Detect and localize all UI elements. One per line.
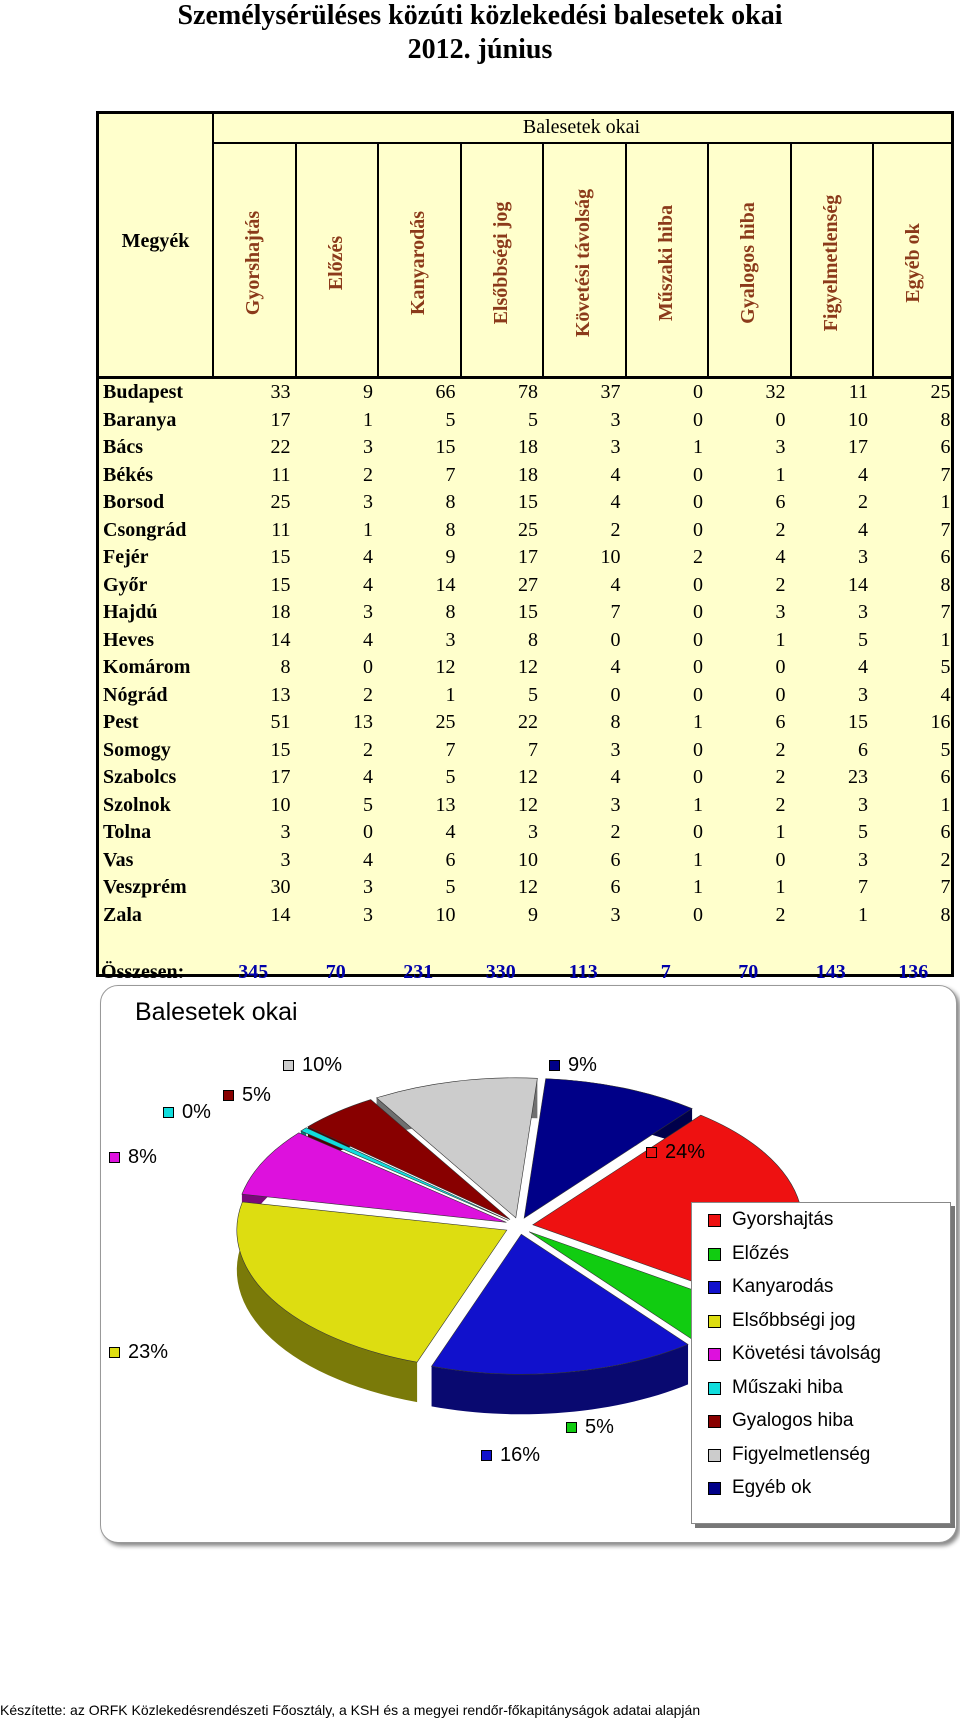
table-cell: 15 bbox=[518, 491, 538, 513]
county-name: Győr bbox=[103, 573, 148, 596]
table-cell: 27 bbox=[518, 573, 538, 596]
legend-swatch bbox=[708, 1248, 721, 1261]
table-cell: 4 bbox=[363, 848, 373, 871]
table-cell: 7 bbox=[610, 601, 621, 623]
table-cell: 5 bbox=[445, 408, 456, 431]
total-cell: 113 bbox=[568, 961, 598, 983]
table-cell: 4 bbox=[363, 766, 373, 788]
table-cell: 37 bbox=[600, 381, 621, 403]
chart-legend bbox=[691, 1202, 951, 1524]
table-cell: 0 bbox=[610, 628, 621, 651]
footer-credit: Készítette: az ORFK Közlekedésrendészeti Főosztály, a KSH és a megyei rendőr-főkapitányságok adatai alapján bbox=[0, 1702, 701, 1718]
pie-data-label bbox=[549, 1054, 597, 1077]
table-cell: 2 bbox=[363, 738, 373, 761]
table-cell: 2 bbox=[858, 491, 868, 513]
table-cell: 23 bbox=[848, 766, 868, 788]
table-cell: 2 bbox=[775, 793, 786, 816]
group-header: Balesetek okai bbox=[522, 116, 641, 138]
table-cell: 0 bbox=[610, 683, 621, 706]
table-cell: 0 bbox=[693, 601, 703, 623]
column-header: Előzés bbox=[324, 235, 347, 291]
column-divider bbox=[542, 142, 544, 376]
table-cell: 1 bbox=[693, 848, 703, 871]
column-header: Kanyarodás bbox=[407, 210, 430, 316]
legend-item bbox=[732, 1477, 811, 1499]
table-cell: 6 bbox=[940, 821, 951, 843]
legend-swatch bbox=[708, 1315, 721, 1328]
total-cell: 7 bbox=[660, 961, 671, 983]
table-cell: 3 bbox=[363, 903, 373, 926]
total-cell: 143 bbox=[815, 961, 846, 983]
table-cell: 66 bbox=[435, 381, 456, 403]
table-cell: 6 bbox=[775, 711, 786, 733]
label-swatch bbox=[283, 1060, 294, 1071]
table-cell: 4 bbox=[858, 463, 868, 486]
table-cell: 30 bbox=[270, 876, 291, 898]
table-cell: 15 bbox=[270, 738, 291, 761]
county-name: Baranya bbox=[103, 408, 177, 431]
table-cell: 7 bbox=[528, 738, 538, 761]
total-cell: 345 bbox=[238, 961, 269, 983]
table-cell: 17 bbox=[518, 546, 538, 568]
legend-item bbox=[732, 1410, 853, 1432]
table-cell: 0 bbox=[693, 628, 703, 651]
legend-item bbox=[732, 1444, 870, 1466]
table-cell: 1 bbox=[445, 683, 456, 706]
table-cell: 1 bbox=[775, 876, 786, 898]
table-cell: 13 bbox=[435, 793, 456, 816]
table-cell: 8 bbox=[445, 491, 456, 513]
table-cell: 3 bbox=[280, 821, 291, 843]
column-divider bbox=[625, 142, 627, 376]
table-cell: 1 bbox=[775, 821, 786, 843]
pie-data-label-text: 16% bbox=[500, 1444, 541, 1466]
column-header: Gyorshajtás bbox=[242, 210, 265, 316]
table-cell: 0 bbox=[693, 683, 703, 706]
total-cell: 70 bbox=[738, 961, 759, 983]
county-name: Szabolcs bbox=[103, 766, 177, 788]
table-cell: 14 bbox=[435, 573, 456, 596]
table-cell: 3 bbox=[610, 738, 621, 761]
legend-label: Gyorshajtás bbox=[732, 1209, 834, 1230]
table-cell: 8 bbox=[528, 628, 538, 651]
table-cell: 7 bbox=[445, 463, 456, 486]
table-cell: 13 bbox=[270, 683, 291, 706]
county-name: Fejér bbox=[103, 546, 149, 568]
table-cell: 2 bbox=[775, 903, 786, 926]
table-cell: 3 bbox=[610, 793, 621, 816]
column-divider bbox=[707, 142, 709, 376]
page-title: Személysérüléses közúti közlekedési balesetek okai bbox=[177, 0, 783, 31]
pie-data-label bbox=[109, 1146, 157, 1169]
county-name: Heves bbox=[103, 628, 155, 651]
chart-title: Balesetek okai bbox=[135, 998, 298, 1026]
county-name: Szolnok bbox=[103, 793, 171, 816]
column-header: Követési távolság bbox=[572, 188, 595, 338]
pie-data-label bbox=[223, 1084, 271, 1107]
table-cell: 15 bbox=[435, 436, 456, 458]
table-cell: 5 bbox=[858, 821, 868, 843]
table-cell: 4 bbox=[610, 463, 621, 486]
table-cell: 22 bbox=[518, 711, 538, 733]
total-cell: 136 bbox=[898, 961, 929, 983]
legend-label: Műszaki hiba bbox=[732, 1376, 843, 1398]
legend-swatch bbox=[708, 1415, 721, 1428]
table-cell: 15 bbox=[848, 711, 868, 733]
label-swatch bbox=[646, 1147, 657, 1158]
table-cell: 22 bbox=[270, 436, 291, 458]
table-cell: 25 bbox=[930, 381, 951, 403]
table-cell: 0 bbox=[363, 656, 373, 678]
legend-item bbox=[732, 1377, 843, 1399]
legend-item bbox=[732, 1276, 833, 1298]
label-swatch bbox=[109, 1152, 120, 1163]
table-cell: 4 bbox=[858, 656, 868, 678]
table-cell: 6 bbox=[940, 766, 951, 788]
column-header: Műszaki hiba bbox=[654, 204, 677, 322]
header-divider bbox=[212, 114, 214, 376]
table-cell: 1 bbox=[693, 436, 703, 458]
table-cell: 6 bbox=[940, 436, 951, 458]
legend-label: Figyelmetlenség bbox=[732, 1443, 871, 1465]
table-cell: 7 bbox=[445, 738, 456, 761]
table-cell: 7 bbox=[940, 463, 951, 486]
table-cell: 2 bbox=[693, 546, 703, 568]
table-cell: 0 bbox=[693, 766, 703, 788]
table-cell: 1 bbox=[775, 463, 786, 486]
county-name: Nógrád bbox=[103, 683, 168, 706]
table-cell: 3 bbox=[363, 436, 373, 458]
table-cell: 0 bbox=[775, 683, 786, 706]
table-cell: 5 bbox=[445, 876, 456, 898]
table-cell: 4 bbox=[363, 628, 373, 651]
legend-item bbox=[732, 1310, 856, 1332]
table-cell: 10 bbox=[435, 903, 456, 926]
table-cell: 4 bbox=[858, 518, 868, 541]
table-cell: 2 bbox=[610, 821, 621, 843]
table-cell: 6 bbox=[610, 876, 621, 898]
table-cell: 2 bbox=[363, 463, 373, 486]
table-cell: 3 bbox=[775, 601, 786, 623]
table-cell: 3 bbox=[858, 683, 868, 706]
pie-data-label bbox=[163, 1101, 211, 1124]
table-cell: 10 bbox=[270, 793, 291, 816]
table-cell: 78 bbox=[518, 381, 538, 403]
table-cell: 0 bbox=[775, 848, 786, 871]
table-cell: 5 bbox=[445, 766, 456, 788]
table-cell: 3 bbox=[445, 628, 456, 651]
accident-table bbox=[96, 111, 954, 983]
table-cell: 4 bbox=[940, 683, 951, 706]
table-cell: 4 bbox=[610, 491, 621, 513]
table-cell: 1 bbox=[363, 408, 373, 431]
legend-item bbox=[732, 1243, 789, 1265]
table-cell: 4 bbox=[610, 656, 621, 678]
column-header: Elsőbbségi jog bbox=[489, 201, 512, 325]
header-bottom bbox=[99, 376, 951, 379]
table-cell: 12 bbox=[518, 656, 538, 678]
county-name: Bács bbox=[103, 436, 143, 458]
pie-data-label-text: 23% bbox=[128, 1341, 169, 1363]
table-cell: 18 bbox=[518, 436, 538, 458]
table-cell: 5 bbox=[940, 738, 951, 761]
table-cell: 3 bbox=[610, 436, 621, 458]
pie-data-label-text: 24% bbox=[665, 1141, 706, 1163]
legend-label: Elsőbbségi jog bbox=[732, 1309, 856, 1331]
county-name: Zala bbox=[103, 903, 142, 926]
table-cell: 4 bbox=[363, 573, 373, 596]
table-cell: 17 bbox=[270, 408, 291, 431]
row-header: Megyék bbox=[121, 230, 190, 252]
table-cell: 6 bbox=[940, 546, 951, 568]
table-cell: 11 bbox=[271, 463, 291, 486]
table-cell: 3 bbox=[610, 903, 621, 926]
table-cell: 3 bbox=[858, 546, 868, 568]
legend-label: Gyalogos hiba bbox=[732, 1410, 854, 1431]
table-cell: 9 bbox=[445, 546, 456, 568]
county-name: Tolna bbox=[103, 821, 152, 843]
county-name: Budapest bbox=[103, 381, 184, 403]
pie-data-label bbox=[283, 1054, 342, 1077]
table-cell: 3 bbox=[363, 876, 373, 898]
table-cell: 1 bbox=[363, 518, 373, 541]
table-cell: 8 bbox=[610, 711, 621, 733]
total-cell: 330 bbox=[485, 961, 516, 983]
table-cell: 17 bbox=[270, 766, 291, 788]
table-cell: 17 bbox=[848, 436, 868, 458]
county-name: Borsod bbox=[103, 491, 165, 513]
table-cell: 2 bbox=[610, 518, 621, 541]
table-cell: 5 bbox=[528, 683, 538, 706]
table-cell: 15 bbox=[518, 601, 538, 623]
table-cell: 8 bbox=[445, 518, 456, 541]
table-cell: 25 bbox=[435, 711, 456, 733]
table-cell: 3 bbox=[775, 436, 786, 458]
table-cell: 0 bbox=[693, 381, 703, 403]
table-cell: 0 bbox=[693, 408, 703, 431]
legend-label: Előzés bbox=[732, 1242, 790, 1264]
label-swatch bbox=[163, 1107, 174, 1118]
table-cell: 6 bbox=[445, 848, 456, 871]
label-swatch bbox=[549, 1060, 560, 1071]
legend-swatch bbox=[708, 1449, 721, 1462]
table-cell: 8 bbox=[940, 408, 951, 431]
table-cell: 0 bbox=[693, 518, 703, 541]
total-cell: 70 bbox=[325, 961, 346, 983]
column-divider bbox=[790, 142, 792, 376]
county-name: Veszprém bbox=[103, 876, 187, 898]
table-cell: 14 bbox=[848, 573, 868, 596]
table-cell: 3 bbox=[528, 821, 538, 843]
table-cell: 10 bbox=[518, 848, 538, 871]
table-cell: 0 bbox=[693, 821, 703, 843]
table-cell: 1 bbox=[693, 793, 703, 816]
table-cell: 25 bbox=[270, 491, 291, 513]
label-swatch bbox=[481, 1450, 492, 1461]
table-cell: 8 bbox=[280, 656, 291, 678]
table-cell: 2 bbox=[775, 766, 786, 788]
table-cell: 51 bbox=[270, 711, 291, 733]
table-cell: 18 bbox=[270, 601, 291, 623]
table-cell: 7 bbox=[940, 601, 951, 623]
pie-data-label bbox=[109, 1341, 168, 1364]
label-swatch bbox=[223, 1090, 234, 1101]
pie-chart bbox=[100, 985, 957, 1543]
table-cell: 9 bbox=[363, 381, 373, 403]
column-divider bbox=[872, 142, 874, 376]
table-cell: 2 bbox=[363, 683, 373, 706]
total-label: Összesen: bbox=[101, 961, 185, 983]
table-cell: 4 bbox=[610, 573, 621, 596]
county-name: Csongrád bbox=[103, 518, 187, 541]
table-cell: 6 bbox=[858, 738, 868, 761]
pie-data-label-text: 0% bbox=[182, 1101, 211, 1123]
legend-swatch bbox=[708, 1382, 721, 1395]
table-cell: 3 bbox=[858, 601, 868, 623]
county-name: Pest bbox=[103, 711, 139, 733]
table-cell: 1 bbox=[693, 711, 703, 733]
table-cell: 15 bbox=[270, 546, 291, 568]
pie-data-label-text: 9% bbox=[568, 1054, 597, 1076]
table-cell: 25 bbox=[518, 518, 538, 541]
table-cell: 3 bbox=[610, 408, 621, 431]
table-cell: 1 bbox=[693, 876, 703, 898]
table-cell: 8 bbox=[940, 573, 951, 596]
table-cell: 3 bbox=[858, 793, 868, 816]
legend-item bbox=[732, 1343, 881, 1365]
table-cell: 4 bbox=[775, 546, 786, 568]
pie-data-label-text: 5% bbox=[585, 1416, 614, 1438]
table-cell: 0 bbox=[775, 408, 786, 431]
pie-data-label bbox=[481, 1444, 540, 1467]
column-header: Egyéb ok bbox=[902, 223, 925, 303]
table-cell: 10 bbox=[848, 408, 868, 431]
table-cell: 5 bbox=[528, 408, 538, 431]
table-cell: 11 bbox=[848, 381, 868, 403]
table-cell: 0 bbox=[693, 903, 703, 926]
county-name: Vas bbox=[103, 848, 134, 871]
table-cell: 16 bbox=[930, 711, 951, 733]
column-header: Figyelmetlenség bbox=[819, 194, 842, 332]
county-name: Komárom bbox=[103, 656, 191, 678]
table-cell: 7 bbox=[940, 876, 951, 898]
table-cell: 15 bbox=[270, 573, 291, 596]
column-header: Gyalogos hiba bbox=[737, 202, 760, 324]
table-cell: 6 bbox=[775, 491, 786, 513]
column-divider bbox=[377, 142, 379, 376]
legend-item bbox=[732, 1209, 833, 1231]
table-cell: 12 bbox=[435, 656, 456, 678]
page-subtitle: 2012. június bbox=[407, 34, 553, 65]
table-cell: 1 bbox=[940, 491, 951, 513]
table-cell: 2 bbox=[775, 573, 786, 596]
table-cell: 0 bbox=[693, 491, 703, 513]
pie-data-label-text: 10% bbox=[302, 1054, 343, 1076]
table-cell: 2 bbox=[775, 518, 786, 541]
table-cell: 32 bbox=[765, 381, 786, 403]
table-cell: 2 bbox=[940, 848, 951, 871]
pie-data-label-text: 8% bbox=[128, 1146, 157, 1168]
column-divider bbox=[295, 142, 297, 376]
table-cell: 1 bbox=[858, 903, 868, 926]
table-cell: 14 bbox=[270, 903, 291, 926]
total-cell: 231 bbox=[403, 961, 434, 983]
legend-swatch bbox=[708, 1348, 721, 1361]
legend-swatch bbox=[708, 1482, 721, 1495]
county-name: Somogy bbox=[103, 738, 171, 761]
table-cell: 14 bbox=[270, 628, 291, 651]
table-cell: 4 bbox=[363, 546, 373, 568]
table-cell: 6 bbox=[610, 848, 621, 871]
table-cell: 4 bbox=[445, 821, 456, 843]
table-cell: 5 bbox=[940, 656, 951, 678]
table-cell: 1 bbox=[940, 793, 951, 816]
legend-swatch bbox=[708, 1214, 721, 1227]
column-divider bbox=[460, 142, 462, 376]
table-cell: 1 bbox=[940, 628, 951, 651]
label-swatch bbox=[109, 1347, 120, 1358]
table-cell: 0 bbox=[693, 738, 703, 761]
table-cell: 18 bbox=[518, 463, 538, 486]
legend-label: Követési távolság bbox=[732, 1343, 881, 1364]
county-name: Békés bbox=[103, 463, 153, 486]
table-cell: 12 bbox=[518, 876, 538, 898]
table-cell: 10 bbox=[600, 546, 621, 568]
label-swatch bbox=[566, 1422, 577, 1433]
pie-data-label-text: 5% bbox=[242, 1084, 271, 1106]
legend-label: Kanyarodás bbox=[732, 1276, 834, 1297]
table-cell: 0 bbox=[693, 656, 703, 678]
table-cell: 7 bbox=[858, 876, 868, 898]
table-cell: 4 bbox=[610, 766, 621, 788]
table-cell: 3 bbox=[280, 848, 291, 871]
table-cell: 12 bbox=[518, 793, 538, 816]
table-cell: 3 bbox=[858, 848, 868, 871]
table-cell: 5 bbox=[363, 793, 373, 816]
table-cell: 9 bbox=[528, 903, 538, 926]
table-cell: 0 bbox=[693, 573, 703, 596]
table-cell: 0 bbox=[693, 463, 703, 486]
table-cell: 5 bbox=[858, 628, 868, 651]
table-cell: 8 bbox=[940, 903, 951, 926]
legend-label: Egyéb ok bbox=[732, 1477, 812, 1498]
table-cell: 3 bbox=[363, 491, 373, 513]
pie-data-label bbox=[646, 1141, 705, 1164]
pie-data-label bbox=[566, 1416, 614, 1439]
table-cell: 7 bbox=[940, 518, 951, 541]
table-cell: 8 bbox=[445, 601, 456, 623]
table-cell: 1 bbox=[775, 628, 786, 651]
table-cell: 12 bbox=[518, 766, 538, 788]
table-cell: 13 bbox=[353, 711, 373, 733]
table-cell: 33 bbox=[270, 381, 291, 403]
table-cell: 3 bbox=[363, 601, 373, 623]
table-cell: 0 bbox=[363, 821, 373, 843]
table-cell: 11 bbox=[271, 518, 291, 541]
group-divider bbox=[212, 142, 951, 144]
legend-swatch bbox=[708, 1281, 721, 1294]
table-cell: 2 bbox=[775, 738, 786, 761]
county-name: Hajdú bbox=[103, 601, 158, 623]
table-cell: 0 bbox=[775, 656, 786, 678]
